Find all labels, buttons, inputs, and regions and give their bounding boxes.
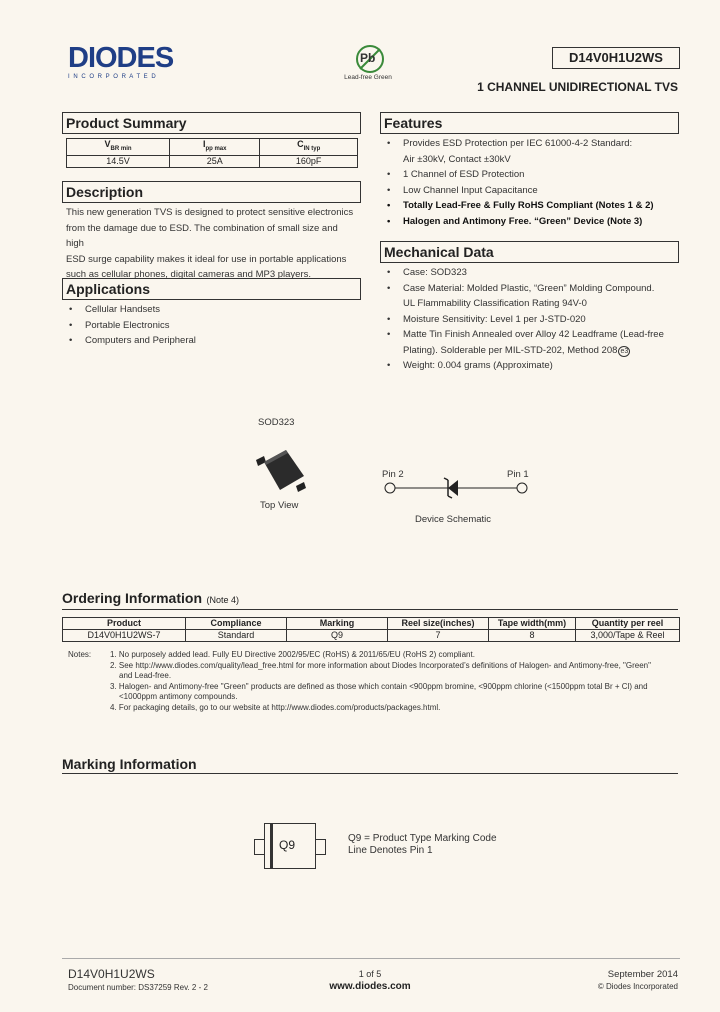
footer-rule: [62, 958, 680, 959]
table-cell: 3,000/Tape & Reel: [576, 630, 680, 642]
table-row: [63, 630, 680, 642]
ordering-col-marking: Marking: [287, 618, 388, 630]
features-heading: Features: [380, 112, 679, 134]
description-line: such as cellular phones, digital cameras and MP3 players.: [66, 269, 312, 280]
ordering-col-qty: Quantity per reel: [576, 618, 680, 630]
ordering-col-tape: Tape width(mm): [489, 618, 576, 630]
pb-label: Pb: [360, 51, 376, 65]
page-subtitle: 1 CHANNEL UNIDIRECTIONAL TVS: [477, 80, 678, 94]
marking-heading: Marking Information: [62, 756, 678, 774]
ordering-col-product: Product: [63, 618, 186, 630]
marking-lead-right: [315, 839, 326, 855]
features-list: [382, 136, 678, 229]
e3-symbol: e3: [618, 346, 630, 357]
applications-list: [64, 302, 356, 349]
summary-header-ipp: $I_{pp max}$: [170, 139, 260, 156]
ordering-title: Ordering Information: [62, 590, 202, 606]
list-item: • Moisture Sensitivity: Level 1 per J-STD-020: [382, 312, 678, 328]
description-heading: Description: [62, 181, 361, 203]
list-item: • 1 Channel of ESD Protection: [382, 167, 678, 183]
tvs-diode-schematic-icon: [384, 476, 528, 500]
marking-diagram: [254, 823, 326, 869]
mechanical-list: [382, 265, 678, 374]
notes-label: Notes:: [68, 650, 92, 659]
description-text: [66, 205, 358, 283]
list-item: • Case Material: Molded Plastic, “Green” Molding Compound. UL Flammability Classification Rating 94V-0: [382, 281, 678, 312]
table-cell: Q9: [287, 630, 388, 642]
footer-copyright: © Diodes Incorporated: [597, 982, 678, 991]
marking-code: Q9: [279, 838, 296, 852]
description-line: from the damage due to ESD. The combination of small size and high: [66, 222, 338, 249]
list-item: • Low Channel Input Capacitance: [382, 183, 678, 199]
table-cell: D14V0H1U2WS-7: [63, 630, 186, 642]
mechanical-heading: Mechanical Data: [380, 241, 679, 263]
marking-body: [264, 823, 316, 869]
summary-header-vbr: $V_{BR min}$: [67, 139, 170, 156]
part-number-box: D14V0H1U2WS: [552, 47, 680, 69]
summary-value-ipp: 25A: [170, 155, 260, 167]
ordering-note: (Note 4): [206, 595, 239, 605]
ordering-col-reel: Reel size(inches): [388, 618, 489, 630]
note-item: 1. No purposely added lead. Fully EU Directive 2002/95/EC (RoHS) & 2011/65/EU (RoHS 2) compliant.: [110, 650, 475, 659]
note-item: <1000ppm antimony compounds.: [119, 692, 238, 701]
note-item: 2. See http://www.diodes.com/quality/lead_free.html for more information about Diodes Incorporated’s definitions of Halogen- and Antimony-free, "Green": [110, 660, 651, 670]
ordering-table: [62, 617, 680, 642]
notes-list: [110, 650, 686, 713]
logo-text: DIODES: [68, 42, 174, 74]
footer-part: D14V0H1U2WS: [68, 967, 155, 981]
summary-header-cin: $C_{IN typ}$: [260, 139, 358, 156]
top-view-label: Top View: [260, 500, 299, 511]
diodes-logo: [68, 43, 198, 83]
list-item: • Matte Tin Finish Annealed over Alloy 42 Leadframe (Lead-free Plating). Solderable per MIL-STD-202, Method 208 e3: [382, 327, 678, 358]
product-summary-heading: Product Summary: [62, 112, 361, 134]
note-item: and Lead-free.: [119, 671, 172, 680]
list-item: • Portable Electronics: [64, 318, 356, 334]
list-item: • Halogen and Antimony Free. “Green” Device (Note 3): [382, 214, 678, 230]
summary-value-vbr: 14.5V: [67, 155, 170, 167]
product-summary-table: [66, 138, 358, 168]
applications-heading: Applications: [62, 278, 361, 300]
table-cell: Standard: [186, 630, 287, 642]
ordering-heading: [62, 590, 678, 610]
sod323-package-icon: [250, 448, 314, 500]
schematic-label: Device Schematic: [415, 514, 492, 525]
list-item: • Cellular Handsets: [64, 302, 356, 318]
lead-free-badge: [340, 44, 400, 84]
list-item: • Weight: 0.004 grams (Approximate): [382, 358, 678, 374]
list-item: • Provides ESD Protection per IEC 61000-4-2 Standard: Air ±30kV, Contact ±30kV: [382, 136, 678, 167]
description-line: ESD surge capability makes it ideal for use in portable applications: [66, 253, 347, 265]
note-item: 3. Halogen- and Antimony-free "Green" products are defined as those which contain <900ppm bromine, <900ppm chlorine (<1500ppm total Br + Cl) and: [110, 681, 648, 691]
summary-value-cin: 160pF: [260, 155, 358, 167]
pin1-line: [270, 824, 273, 868]
logo-subtext: I N C O R P O R A T E D: [68, 74, 157, 80]
footer-doc: Document number: DS37259 Rev. 2 - 2: [68, 983, 208, 992]
list-item: • Totally Lead-Free & Fully RoHS Compliant (Notes 1 & 2): [382, 198, 678, 214]
footer-date: September 2014: [607, 969, 678, 980]
marking-desc-line: Q9 = Product Type Marking Code: [348, 833, 497, 844]
note-item: 4. For packaging details, go to our website at http://www.diodes.com/products/packages.html.: [110, 702, 441, 712]
pin2-label: Pin 2: [382, 469, 404, 480]
footer-website[interactable]: www.diodes.com: [329, 981, 411, 992]
list-item: • Computers and Peripheral: [64, 333, 356, 349]
lead-free-label: Lead-free Green: [344, 74, 392, 81]
description-line: This new generation TVS is designed to protect sensitive electronics: [66, 207, 354, 218]
table-cell: 7: [388, 630, 489, 642]
table-cell: 8: [489, 630, 576, 642]
footer-page: 1 of 5: [358, 969, 382, 979]
pin1-label: Pin 1: [507, 469, 529, 480]
marking-desc-line: Line Denotes Pin 1: [348, 845, 433, 856]
ordering-col-compliance: Compliance: [186, 618, 287, 630]
marking-description: [348, 833, 497, 857]
package-label: SOD323: [258, 417, 295, 428]
list-item: • Case: SOD323: [382, 265, 678, 281]
